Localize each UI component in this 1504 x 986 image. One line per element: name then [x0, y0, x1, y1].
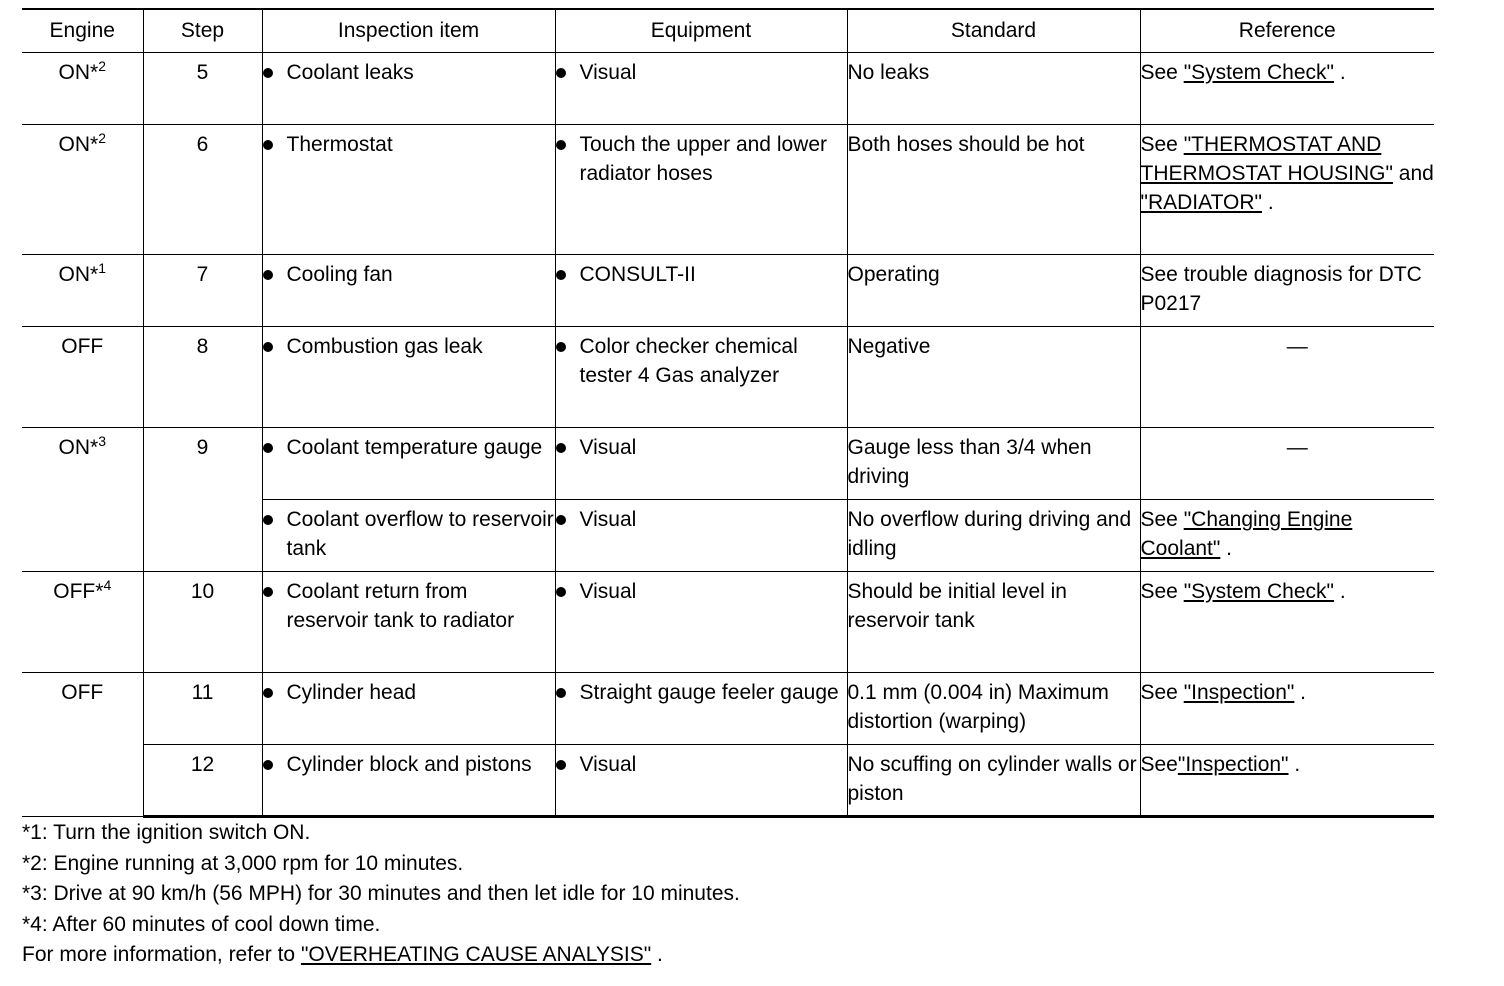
equipment-cell: Visual [555, 572, 847, 673]
equipment-cell: Visual [555, 428, 847, 500]
inspection-item-cell: Cooling fan [262, 255, 555, 327]
system-check-link[interactable]: "System Check" [1183, 61, 1334, 84]
header-engine: Engine [22, 9, 143, 53]
step-cell: 5 [143, 53, 262, 125]
bullet-icon [263, 760, 273, 770]
footnote-3: *3: Drive at 90 km/h (56 MPH) for 30 minutes and then let idle for 10 minutes. [22, 882, 740, 905]
radiator-link[interactable]: "RADIATOR" [1140, 191, 1262, 214]
more-info-line: For more information, refer to "OVERHEATING CAUSE ANALYSIS" . [22, 943, 663, 966]
step-cell: 7 [143, 255, 262, 327]
engine-cell: ON*$^2$ [22, 125, 143, 255]
engine-cell: OFF [22, 673, 143, 817]
bullet-icon [556, 443, 566, 453]
step-cell: 9 [143, 428, 262, 572]
standard-cell: Operating [847, 255, 1140, 327]
table-row [22, 53, 1434, 125]
standard-cell: Gauge less than 3/4 when driving [847, 428, 1140, 500]
table-row [22, 428, 1434, 500]
reference-cell: — [1140, 428, 1434, 500]
inspection-link[interactable]: "Inspection" [1177, 753, 1289, 776]
bullet-icon [556, 68, 566, 78]
reference-cell: See"Inspection" . [1140, 745, 1434, 817]
reference-cell: — [1140, 327, 1434, 428]
bullet-icon [263, 68, 273, 78]
bullet-icon [556, 587, 566, 597]
engine-cell: ON*$^3$ [22, 428, 143, 572]
step-cell: 8 [143, 327, 262, 428]
bullet-icon [556, 515, 566, 525]
inspection-item-cell: Cylinder block and pistons [262, 745, 555, 817]
standard-cell: Both hoses should be hot [847, 125, 1140, 255]
bullet-icon [556, 342, 566, 352]
table-row [22, 673, 1434, 745]
step-cell: 10 [143, 572, 262, 673]
bullet-icon [556, 140, 566, 150]
footnotes [22, 818, 1462, 971]
bullet-icon [556, 270, 566, 280]
equipment-cell: CONSULT-II [555, 255, 847, 327]
standard-cell: No leaks [847, 53, 1140, 125]
changing-engine-coolant-link[interactable]: "Changing Engine Coolant" [1140, 508, 1353, 560]
bullet-icon [263, 140, 273, 150]
bullet-icon [263, 515, 273, 525]
bullet-icon [556, 760, 566, 770]
equipment-cell: Visual [555, 745, 847, 817]
equipment-cell: Visual [555, 53, 847, 125]
header-standard: Standard [847, 9, 1140, 53]
header-inspection-item: Inspection item [262, 9, 555, 53]
inspection-item-cell: Thermostat [262, 125, 555, 255]
bullet-icon [263, 443, 273, 453]
step-cell: 6 [143, 125, 262, 255]
equipment-cell: Touch the upper and lower radiator hoses [555, 125, 847, 255]
footnote-4: *4: After 60 minutes of cool down time. [22, 912, 381, 936]
inspection-table [22, 8, 1434, 818]
bullet-icon [263, 688, 273, 698]
inspection-item-cell: Coolant return from reservoir tank to radiator [262, 572, 555, 673]
overheating-cause-analysis-link[interactable]: "OVERHEATING CAUSE ANALYSIS" [300, 943, 652, 966]
inspection-item-cell: Combustion gas leak [262, 327, 555, 428]
step-cell: 12 [143, 745, 262, 817]
bullet-icon [263, 270, 273, 280]
reference-cell: See trouble diagnosis for DTC P0217 [1140, 255, 1434, 327]
standard-cell: Should be initial level in reservoir tank [847, 572, 1140, 673]
inspection-item-cell: Coolant overflow to reservoir tank [262, 500, 555, 572]
thermostat-housing-link[interactable]: "THERMOSTAT AND THERMOSTAT HOUSING" [1140, 133, 1393, 185]
standard-cell: No scuffing on cylinder walls or piston [847, 745, 1140, 817]
bullet-icon [263, 342, 273, 352]
step-cell: 11 [143, 673, 262, 745]
standard-cell: Negative [847, 327, 1140, 428]
footnote-2: *2: Engine running at 3,000 rpm for 10 minutes. [22, 851, 464, 875]
reference-cell: See "THERMOSTAT AND THERMOSTAT HOUSING" and "RADIATOR" . [1140, 125, 1434, 255]
table-row [22, 745, 1434, 817]
reference-cell: See "Inspection" . [1140, 673, 1434, 745]
engine-cell: ON*$^1$ [22, 255, 143, 327]
equipment-cell: Straight gauge feeler gauge [555, 673, 847, 745]
table-row [22, 125, 1434, 255]
inspection-item-cell: Coolant temperature gauge [262, 428, 555, 500]
engine-cell: OFF [22, 327, 143, 428]
bullet-icon [263, 587, 273, 597]
header-equipment: Equipment [555, 9, 847, 53]
reference-cell: See "System Check" . [1140, 53, 1434, 125]
equipment-cell: Color checker chemical tester 4 Gas analyzer [555, 327, 847, 428]
standard-cell: 0.1 mm (0.004 in) Maximum distortion (warping) [847, 673, 1140, 745]
engine-cell: ON*$^2$ [22, 53, 143, 125]
engine-cell: OFF*$^4$ [22, 572, 143, 673]
footnote-1: *1: Turn the ignition switch ON. [22, 821, 311, 844]
standard-cell: No overflow during driving and idling [847, 500, 1140, 572]
reference-cell: See "Changing Engine Coolant" . [1140, 500, 1434, 572]
table-row [22, 327, 1434, 428]
system-check-link[interactable]: "System Check" [1183, 580, 1334, 603]
header-step: Step [143, 9, 262, 53]
bullet-icon [556, 688, 566, 698]
equipment-cell: Visual [555, 500, 847, 572]
table-row [22, 572, 1434, 673]
reference-cell: See "System Check" . [1140, 572, 1434, 673]
header-row [22, 9, 1434, 53]
inspection-link[interactable]: "Inspection" [1183, 681, 1295, 704]
inspection-item-cell: Cylinder head [262, 673, 555, 745]
inspection-item-cell: Coolant leaks [262, 53, 555, 125]
header-reference: Reference [1140, 9, 1434, 53]
table-row [22, 255, 1434, 327]
